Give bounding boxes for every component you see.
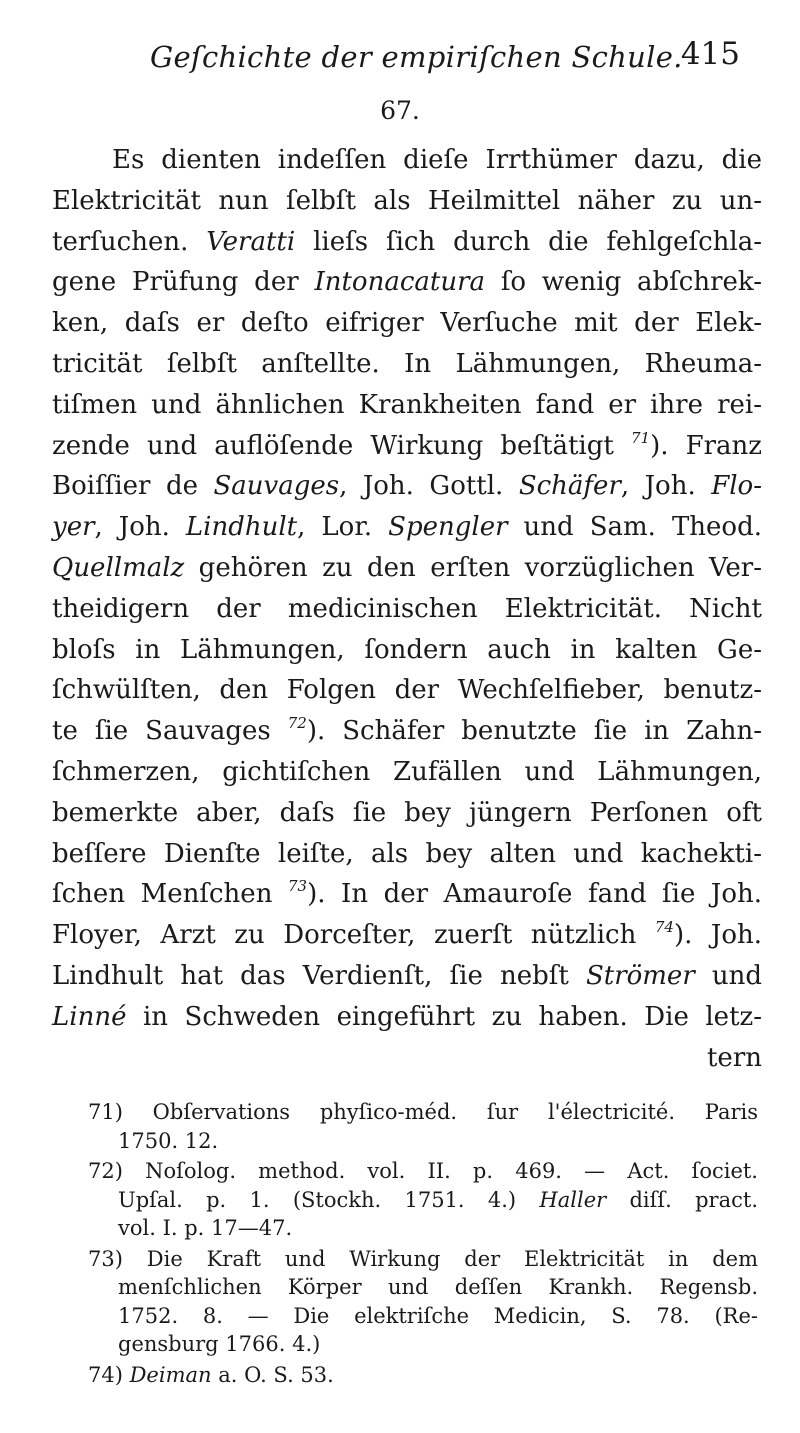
running-title: Geſchichte der empiriſchen Schule.	[150, 40, 683, 74]
italic-name: Spengler	[388, 512, 508, 543]
text-run: ). Franz	[650, 430, 762, 461]
footnotes	[88, 1098, 758, 1391]
footnote-line: menſchlichen Körper und deſſen Krankh. Regensb.	[118, 1275, 758, 1299]
text-run: ). In der Amauroſe fand ſie Joh.	[307, 879, 763, 910]
footnote-line: vol. I. p. 17—47.	[118, 1216, 293, 1240]
footnote-line: 1752. 8. — Die elektriſche Medicin, S. 78. (Re-	[118, 1303, 758, 1328]
text-run: terſuchen.	[52, 226, 207, 257]
footnote-reference: 71	[630, 428, 651, 447]
text-line	[52, 262, 762, 303]
text-run: diſſ. pract.	[606, 1187, 758, 1212]
text-line: Elektricität nun ſelbſt als Heilmittel näher zu un-	[52, 185, 762, 216]
text-run: ). Joh.	[673, 920, 762, 951]
footnote-line	[88, 1186, 758, 1215]
page-header	[150, 36, 740, 84]
footnote-line: 72) Noſolog. method. vol. II. p. 469. — Act. ſociet.	[88, 1159, 758, 1183]
footnote-73	[88, 1245, 758, 1359]
text-run: in Schweden eingeführt zu haben. Die letz-	[126, 1001, 762, 1032]
footnote-reference: 73	[288, 877, 308, 896]
text-line	[52, 426, 762, 467]
italic-name: Quellmalz	[52, 552, 185, 583]
page-number: 415	[680, 36, 740, 72]
text-line: tricität ſelbſt anſtellte. In Lähmungen, Rheuma-	[52, 348, 762, 379]
text-run: , Joh.	[620, 471, 712, 502]
text-run: , Joh.	[94, 512, 186, 543]
footnote-line: 71) Obſervations phyſico-méd. ſur l'électricité. Paris	[88, 1100, 758, 1124]
text-run: 74)	[88, 1362, 130, 1387]
text-run: gehören zu den erſten vorzüglichen Ver-	[184, 552, 762, 583]
text-line	[52, 915, 762, 956]
text-line: Es dienten indeſſen dieſe Irrthümer dazu, die	[112, 145, 762, 175]
text-line	[52, 956, 762, 997]
catchword: tern	[706, 1042, 762, 1073]
text-line: theidigern der medicinischen Elektricität. Nicht	[52, 593, 762, 624]
italic-name: Flo-	[711, 471, 762, 502]
text-run: zende und auflöſende Wirkung beſtätigt	[52, 430, 631, 461]
text-run: und	[694, 960, 763, 991]
text-run: te ſie Sauvages	[52, 716, 288, 747]
italic-name: Linné	[52, 1001, 127, 1032]
text-run: gene Prüfung der	[52, 267, 315, 298]
section-number: 67.	[380, 96, 420, 125]
text-line	[52, 548, 762, 589]
footnote-line	[88, 1361, 758, 1390]
text-run: ). Schäfer benutzte ſie in Zahn-	[306, 716, 762, 747]
italic-name: Strömer	[585, 960, 695, 991]
text-run: , Joh. Gottl.	[339, 471, 519, 502]
text-line: bloſs in Lähmungen, ſondern auch in kalten Ge-	[52, 634, 762, 665]
text-line	[52, 711, 762, 752]
main-text	[52, 140, 762, 1078]
text-line	[52, 466, 762, 507]
footnote-72	[88, 1157, 758, 1243]
text-line	[52, 997, 762, 1038]
text-run: lieſs ſich durch die fehlgeſchla-	[295, 226, 763, 257]
text-line	[52, 874, 762, 915]
italic-name: yer	[52, 512, 95, 543]
text-line: beſſere Dienſte leiſte, als bey alten und kachekti-	[52, 838, 762, 869]
footnote-71	[88, 1098, 758, 1155]
italic-name: Intonacatura	[314, 267, 486, 298]
text-line	[52, 222, 762, 263]
text-run: Lindhult hat das Verdienſt, ſie nebſt	[52, 960, 586, 991]
text-run: Boiſſier de	[52, 471, 214, 502]
text-line: ſchmerzen, gichtiſchen Zufällen und Lähmungen,	[52, 756, 762, 787]
italic-name: Haller	[539, 1187, 607, 1212]
italic-name: Schäfer	[518, 471, 621, 502]
text-line	[52, 507, 762, 548]
italic-name: Sauvages	[213, 471, 340, 502]
footnote-reference: 72	[287, 714, 307, 733]
text-run: , Lor.	[297, 512, 389, 543]
text-run: und Sam. Theod.	[507, 512, 762, 543]
italic-name: Veratti	[206, 226, 296, 257]
footnote-reference: 74	[654, 918, 674, 937]
text-run: Upſal. p. 1. (Stockh. 1751. 4.)	[118, 1187, 540, 1212]
italic-name: Lindhult	[185, 512, 298, 543]
text-line: tiſmen und ähnlichen Krankheiten fand er ihre rei-	[52, 389, 762, 420]
footnote-line: 73) Die Kraft und Wirkung der Elektricität in dem	[88, 1246, 758, 1271]
footnote-line: 1750. 12.	[118, 1128, 219, 1153]
text-run: ſchen Menſchen	[52, 879, 288, 910]
text-run: Floyer, Arzt zu Dorceſter, zuerſt nützlich	[52, 920, 655, 951]
text-line: ken, daſs er deſto eifriger Verſuche mit der Elek-	[52, 308, 762, 339]
text-run: a. O. S. 53.	[211, 1362, 334, 1387]
footnote-74	[88, 1361, 758, 1390]
text-line: bemerkte aber, daſs ſie bey jüngern Perſonen oft	[52, 797, 762, 828]
text-run: ſo wenig abſchrek-	[485, 267, 763, 298]
italic-name: Deiman	[129, 1362, 212, 1387]
footnote-line: gensburg 1766. 4.)	[118, 1332, 321, 1356]
text-line: ſchwülſten, den Folgen der Wechſelfieber, benutz-	[52, 675, 762, 706]
